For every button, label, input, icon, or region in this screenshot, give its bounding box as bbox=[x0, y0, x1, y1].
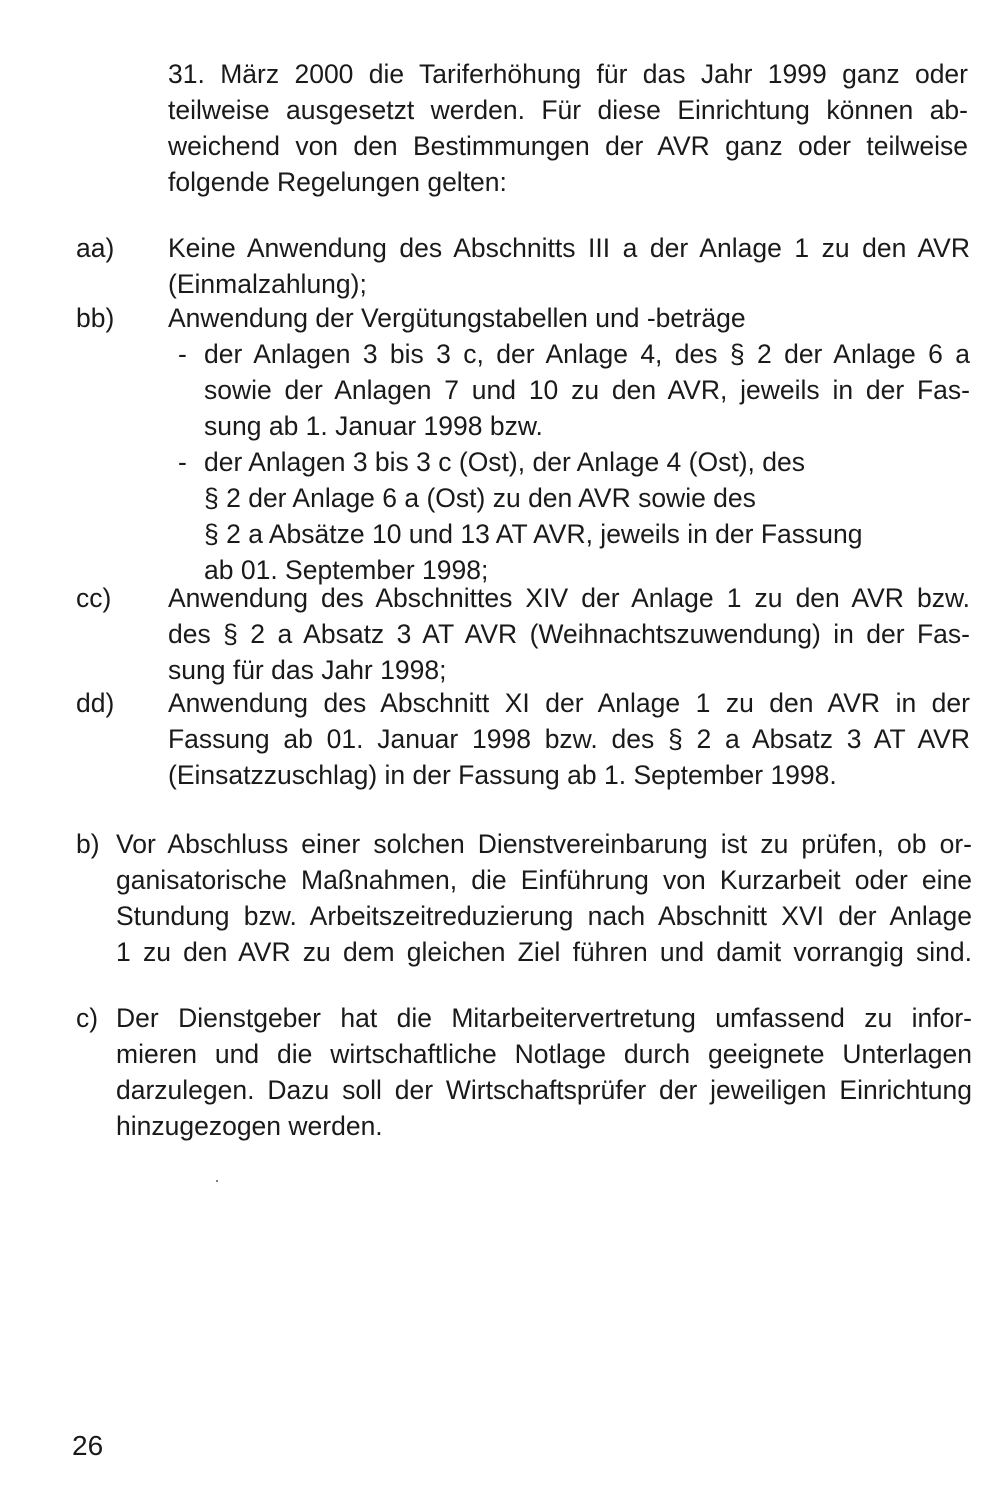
text-line: sung für das Jahr 1998; bbox=[168, 655, 447, 685]
text-line: Anwendung der Vergütungstabellen und -beträge bbox=[168, 303, 746, 333]
text-line: Anwendung des Abschnitt XI der Anlage 1 zu den AVR in der bbox=[168, 688, 970, 718]
text-line: sowie der Anlagen 7 und 10 zu den AVR, jeweils in der Fas- bbox=[204, 375, 970, 405]
text-line: darzulegen. Dazu soll der Wirtschaftsprüfer der jeweiligen Einrichtung bbox=[116, 1075, 972, 1105]
text-line: sung ab 1. Januar 1998 bzw. bbox=[204, 411, 543, 441]
paragraph-marker: b) bbox=[76, 829, 100, 859]
text-line: hinzugezogen werden. bbox=[116, 1111, 383, 1141]
dash-marker: - bbox=[178, 339, 187, 369]
list-marker: cc) bbox=[76, 583, 112, 613]
text-line: 1 zu den AVR zu dem gleichen Ziel führen und damit vorrangig sind. bbox=[116, 937, 972, 967]
page-number: 26 bbox=[72, 1430, 104, 1461]
text-line: § 2 a Absätze 10 und 13 AT AVR, jeweils in der Fassung bbox=[204, 519, 863, 549]
text-line: ganisatorische Maßnahmen, die Einführung von Kurzarbeit oder eine bbox=[116, 865, 972, 895]
text-line: folgende Regelungen gelten: bbox=[168, 167, 507, 197]
dash-marker: - bbox=[178, 447, 187, 477]
text-line: § 2 der Anlage 6 a (Ost) zu den AVR sowie des bbox=[204, 483, 756, 513]
text-line: Vor Abschluss einer solchen Dienstvereinbarung ist zu prüfen, ob or- bbox=[116, 829, 972, 859]
intro-paragraph bbox=[168, 56, 968, 200]
list-marker: dd) bbox=[76, 688, 115, 718]
text-line: (Einsatzzuschlag) in der Fassung ab 1. September 1998. bbox=[168, 760, 837, 790]
text-line: Anwendung des Abschnittes XIV der Anlage 1 zu den AVR bzw. bbox=[168, 583, 970, 613]
text-line: Stundung bzw. Arbeitszeitreduzierung nach Abschnitt XVI der Anlage bbox=[116, 901, 972, 931]
paragraph-body bbox=[116, 826, 972, 970]
text-line: Fassung ab 01. Januar 1998 bzw. des § 2 a Absatz 3 AT AVR bbox=[168, 724, 970, 754]
text-line: weichend von den Bestimmungen der AVR ganz oder teilweise bbox=[168, 131, 968, 161]
text-line: der Anlagen 3 bis 3 c (Ost), der Anlage 4 (Ost), des bbox=[204, 447, 805, 477]
text-line: teilweise ausgesetzt werden. Für diese Einrichtung können ab- bbox=[168, 95, 968, 125]
list-item-body bbox=[168, 685, 970, 793]
text-line: ab 01. September 1998; bbox=[204, 555, 489, 585]
paragraph-marker: c) bbox=[76, 1003, 99, 1033]
dash-item bbox=[168, 336, 970, 444]
text-line: Keine Anwendung des Abschnitts III a der Anlage 1 zu den AVR bbox=[168, 233, 970, 263]
dash-item bbox=[168, 444, 970, 588]
paragraph-body bbox=[116, 1000, 972, 1144]
list-item-body bbox=[168, 300, 970, 588]
list-marker: aa) bbox=[76, 233, 115, 263]
list-item-body bbox=[168, 580, 970, 688]
text-line: Der Dienstgeber hat die Mitarbeitervertretung umfassend zu infor- bbox=[116, 1003, 972, 1033]
text-line: mieren und die wirtschaftliche Notlage durch geeignete Unterlagen bbox=[116, 1039, 972, 1069]
list-marker: bb) bbox=[76, 303, 115, 333]
text-line: 31. März 2000 die Tariferhöhung für das Jahr 1999 ganz oder bbox=[168, 59, 968, 89]
text-line: (Einmalzahlung); bbox=[168, 269, 367, 299]
print-speck bbox=[216, 1180, 218, 1182]
list-item-body bbox=[168, 230, 970, 302]
text-line: der Anlagen 3 bis 3 c, der Anlage 4, des § 2 der Anlage 6 a bbox=[204, 339, 970, 369]
text-line: des § 2 a Absatz 3 AT AVR (Weihnachtszuwendung) in der Fas- bbox=[168, 619, 970, 649]
